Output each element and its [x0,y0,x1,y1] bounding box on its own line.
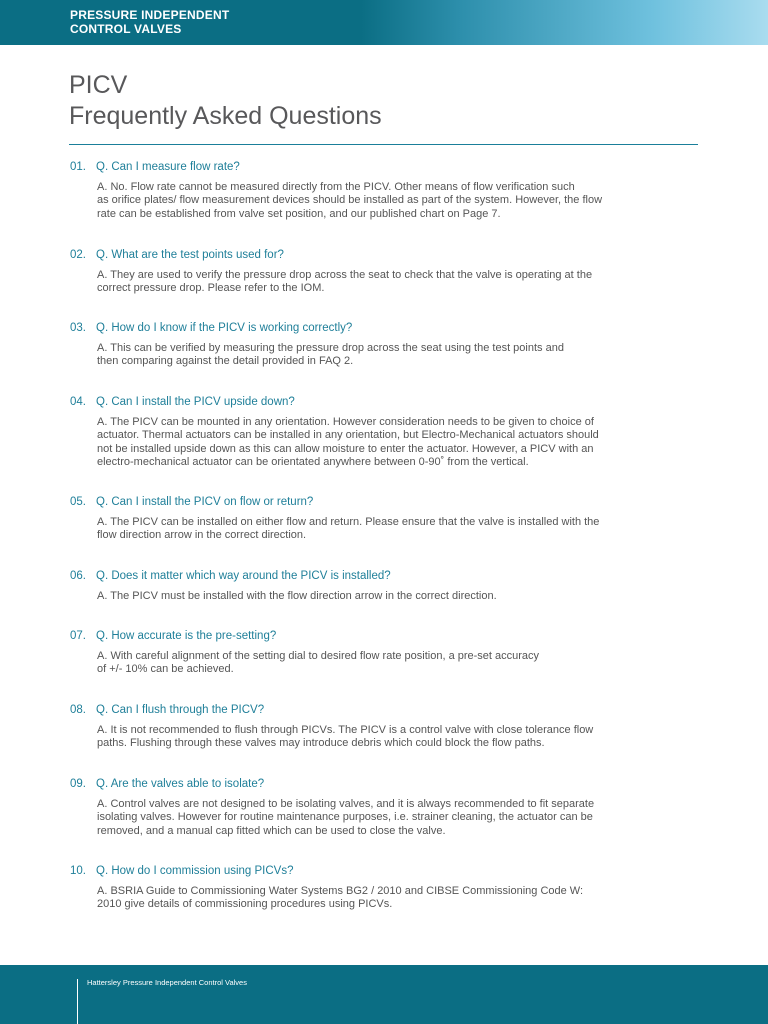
faq-answer-line: paths. Flushing through these valves may introduce debris which could block the flow paths. [97,737,545,750]
faq-question-text: Q. Can I measure flow rate? [96,161,240,173]
faq-question [70,703,710,717]
faq-question-text: Q. Can I flush through the PICV? [96,704,265,716]
faq-answer [97,724,710,751]
faq-item-09 [70,777,710,838]
faq-answer [97,416,710,470]
faq-answer-line: A. They are used to verify the pressure drop across the seat to check that the valve is operating at the [97,269,593,281]
faq-item-03 [70,321,710,369]
faq-answer-line: rate can be established from valve set position, and our published chart on Page 7. [97,207,501,220]
header-title-line2: CONTROL VALVES [70,22,182,36]
faq-question [70,569,710,583]
faq-answer [97,650,710,677]
faq-answer-line: A. Control valves are not designed to be isolating valves, and it is always recommended to fit separate [97,798,595,810]
faq-answer [97,798,710,838]
faq-answer-line: A. BSRIA Guide to Commissioning Water Systems BG2 / 2010 and CIBSE Commissioning Code W: [97,885,584,897]
faq-question [70,395,710,409]
faq-answer-line: A. With careful alignment of the setting dial to desired flow rate position, a pre-set accuracy [97,650,540,662]
faq-item-04 [70,395,710,470]
faq-question-text: Q. Does it matter which way around the PICV is installed? [96,570,391,582]
faq-question [70,777,710,791]
faq-number: 10. [70,865,86,877]
faq-question [70,629,710,643]
faq-question-text: Q. Can I install the PICV on flow or return? [96,496,314,508]
faq-question-text: Q. Can I install the PICV upside down? [96,396,295,408]
faq-number: 03. [70,322,86,334]
faq-answer-line: 2010 give details of commissioning procedures using PICVs. [97,898,393,911]
faq-item-02 [70,248,710,296]
faq-answer-line: electro-mechanical actuator can be orientated anywhere between 0-90˚ from the vertical. [97,456,529,469]
faq-item-06 [70,569,710,603]
faq-answer-line: A. The PICV can be mounted in any orientation. However consideration needs to be given to choice of [97,416,594,428]
title-divider [69,144,698,145]
faq-number: 02. [70,249,86,261]
faq-question-text: Q. How do I commission using PICVs? [96,865,294,877]
faq-number: 09. [70,778,86,790]
faq-answer-line: A. The PICV must be installed with the flow direction arrow in the correct direction. [97,590,497,602]
faq-answer [97,181,710,221]
faq-answer-line: removed, and a manual cap fitted which can be used to close the valve. [97,824,446,837]
faq-item-05 [70,495,710,543]
faq-answer-line: flow direction arrow in the correct direction. [97,529,307,542]
faq-question-text: Q. What are the test points used for? [96,249,284,261]
faq-number: 06. [70,570,86,582]
faq-question [70,248,710,262]
faq-answer-line: correct pressure drop. Please refer to the IOM. [97,282,325,295]
header-title-line1: PRESSURE INDEPENDENT [70,8,230,22]
faq-answer [97,516,710,543]
faq-answer-line: actuator. Thermal actuators can be installed in any orientation, but Electro-Mechanical actuators should [97,429,599,442]
faq-number: 05. [70,496,86,508]
footer-band [0,965,768,1024]
faq-answer [97,269,710,296]
faq-answer-line: A. It is not recommended to flush through PICVs. The PICV is a control valve with close tolerance flow [97,724,594,736]
faq-question [70,160,710,174]
faq-answer-line: then comparing against the detail provided in FAQ 2. [97,355,354,368]
page-title-line1: PICV [69,71,128,99]
faq-question-text: Q. How do I know if the PICV is working correctly? [96,322,353,334]
faq-item-10 [70,864,710,912]
faq-question [70,321,710,335]
faq-item-07 [70,629,710,677]
faq-answer-line: not be installed upside down as this can allow moisture to enter the actuator. However, a PICV with an [97,442,594,455]
faq-answer-line: isolating valves. However for routine maintenance purposes, i.e. strainer cleaning, the actuator can be [97,811,593,824]
faq-number: 01. [70,161,86,173]
faq-question-text: Q. Are the valves able to isolate? [96,778,265,790]
faq-answer-line: of +/- 10% can be achieved. [97,663,234,676]
faq-answer-line: as orifice plates/ flow measurement devices should be installed as part of the system. However, the flow [97,194,603,207]
faq-answer-line: A. This can be verified by measuring the pressure drop across the seat using the test points and [97,342,564,354]
faq-question [70,864,710,878]
faq-answer [97,885,710,912]
page-title-line2: Frequently Asked Questions [69,102,382,130]
faq-answer-line: A. The PICV can be installed on either flow and return. Please ensure that the valve is installed with the [97,516,600,528]
faq-question [70,495,710,509]
faq-number: 04. [70,396,86,408]
footer-text: Hattersley Pressure Independent Control Valves [87,978,247,987]
faq-answer-line: A. No. Flow rate cannot be measured directly from the PICV. Other means of flow verification such [97,181,575,193]
faq-answer [97,342,710,369]
faq-item-01 [70,160,710,221]
faq-answer [97,590,710,603]
header-title [70,8,229,36]
faq-number: 08. [70,704,86,716]
footer-divider [77,979,78,1024]
faq-number: 07. [70,630,86,642]
page-title [69,70,382,132]
faq-question-text: Q. How accurate is the pre-setting? [96,630,277,642]
faq-item-08 [70,703,710,751]
